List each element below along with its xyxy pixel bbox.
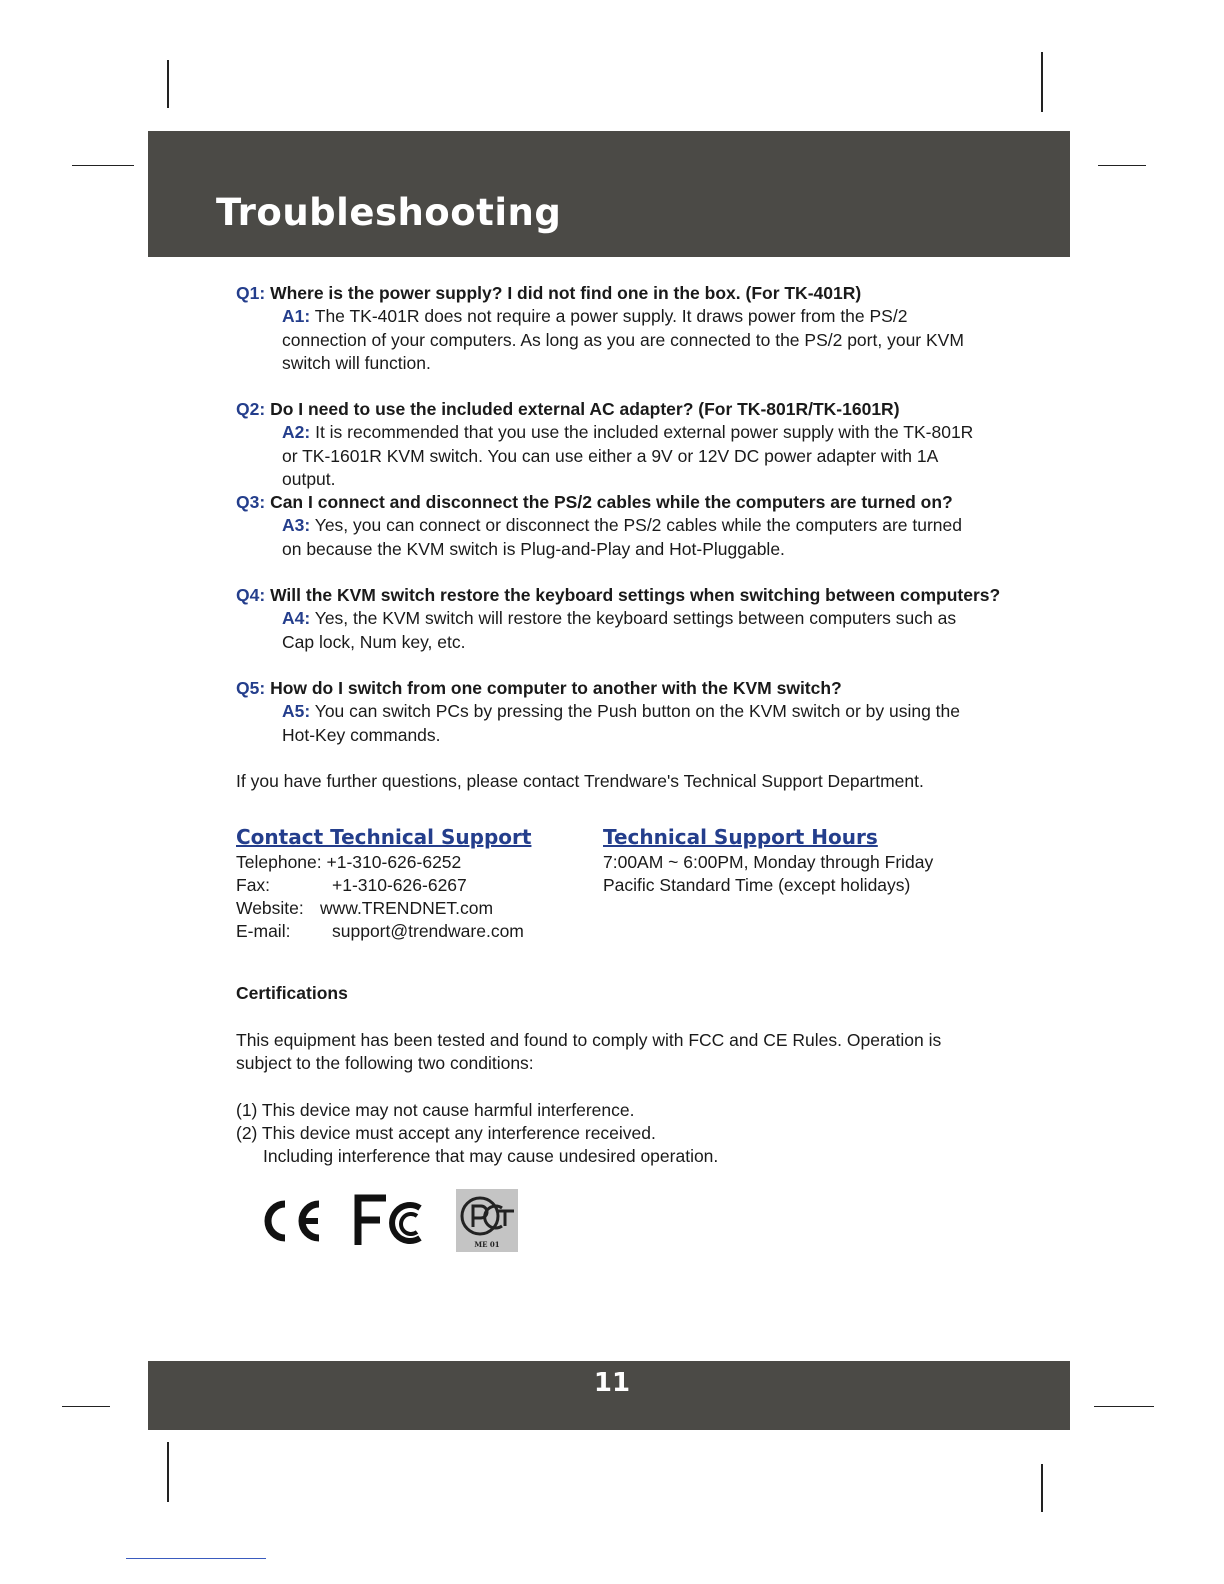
question-label: Q5: bbox=[236, 678, 266, 698]
faq-answer bbox=[282, 421, 982, 491]
ce-mark-icon bbox=[256, 1196, 324, 1246]
crop-mark bbox=[1041, 1464, 1043, 1512]
answer-label: A2: bbox=[282, 422, 311, 443]
answer-text: Yes, the KVM switch will restore the keyboard settings between computers such as Cap lock, Num key, etc. bbox=[282, 608, 957, 652]
page-title: Troubleshooting bbox=[216, 191, 562, 234]
crop-mark bbox=[167, 1442, 169, 1502]
condition-1: (1) This device may not cause harmful interference. bbox=[236, 1100, 635, 1120]
question-text: How do I switch from one computer to another with the KVM switch? bbox=[270, 678, 842, 698]
answer-text: The TK-401R does not require a power supply. It draws power from the PS/2 connection of your computers. As long as you are connected to the PS/2 port, your KVM switch will function. bbox=[282, 306, 964, 373]
website-label: Website: bbox=[236, 898, 304, 918]
question-text: Can I connect and disconnect the PS/2 cables while the computers are turned on? bbox=[270, 492, 953, 512]
answer-label: A4: bbox=[282, 608, 311, 629]
further-questions-text: If you have further questions, please contact Trendware's Technical Support Department. bbox=[236, 771, 924, 791]
support-hours-heading: Technical Support Hours bbox=[603, 825, 878, 849]
bottom-rule bbox=[126, 1558, 266, 1559]
telephone-value: +1-310-626-6252 bbox=[326, 852, 462, 872]
question-label: Q3: bbox=[236, 492, 266, 512]
question-label: Q2: bbox=[236, 399, 266, 419]
faq-question bbox=[236, 584, 1001, 607]
email-label: E-mail: bbox=[236, 921, 291, 941]
faq-question bbox=[236, 491, 996, 514]
faq-item-2 bbox=[236, 398, 996, 491]
answer-text: It is recommended that you use the included external power supply with the TK-801R or TK-1601R KVM switch. You can use either a 9V or 12V DC power adapter with 1A output. bbox=[282, 422, 974, 489]
certifications-intro-line-2: subject to the following two conditions: bbox=[236, 1053, 534, 1073]
answer-label: A5: bbox=[282, 701, 311, 722]
question-text: Do I need to use the included external AC adapter? (For TK-801R/TK-1601R) bbox=[270, 399, 900, 419]
telephone-label: Telephone: bbox=[236, 852, 322, 872]
fax-label: Fax: bbox=[236, 875, 271, 895]
email-link[interactable]: support@trendware.com bbox=[332, 921, 524, 941]
answer-label: A1: bbox=[282, 306, 311, 327]
faq-question bbox=[236, 677, 996, 700]
faq-item-5 bbox=[236, 677, 996, 747]
certifications-heading: Certifications bbox=[236, 983, 348, 1003]
support-hours-line-2: Pacific Standard Time (except holidays) bbox=[603, 875, 911, 895]
question-text: Will the KVM switch restore the keyboard settings when switching between computers? bbox=[270, 585, 1001, 605]
certifications-intro-line-1: This equipment has been tested and found to comply with FCC and CE Rules. Operation is bbox=[236, 1030, 942, 1050]
crop-mark bbox=[1094, 1406, 1154, 1407]
answer-text: Yes, you can connect or disconnect the PS/2 cables while the computers are turned on because the KVM switch is Plug-and-Play and Hot-Pluggable. bbox=[282, 515, 962, 559]
email-row bbox=[236, 920, 524, 943]
faq-question bbox=[236, 398, 996, 421]
fax-value: +1-310-626-6267 bbox=[332, 875, 467, 895]
faq-answer bbox=[282, 700, 982, 747]
faq-answer bbox=[282, 607, 982, 654]
answer-text: You can switch PCs by pressing the Push button on the KVM switch or by using the Hot-Key commands. bbox=[282, 701, 961, 745]
support-hours-line-1: 7:00AM ~ 6:00PM, Monday through Friday bbox=[603, 852, 934, 872]
fcc-mark-icon bbox=[354, 1194, 426, 1248]
question-label: Q4: bbox=[236, 585, 266, 605]
crop-mark bbox=[167, 60, 169, 108]
fax-row bbox=[236, 874, 467, 897]
pct-mark-icon bbox=[456, 1189, 518, 1252]
telephone-row bbox=[236, 851, 461, 874]
condition-2: (2) This device must accept any interference received. bbox=[236, 1123, 656, 1143]
page-number: 11 bbox=[593, 1368, 631, 1398]
crop-mark bbox=[62, 1406, 110, 1407]
faq-item-3 bbox=[236, 491, 996, 561]
crop-mark bbox=[1041, 52, 1043, 112]
faq-item-1 bbox=[236, 282, 996, 375]
faq-question bbox=[236, 282, 996, 305]
contact-support-heading: Contact Technical Support bbox=[236, 825, 532, 849]
pct-code-label: ME 01 bbox=[474, 1240, 500, 1249]
condition-2-continued: Including interference that may cause undesired operation. bbox=[263, 1146, 719, 1166]
faq-answer bbox=[282, 305, 982, 375]
question-text: Where is the power supply? I did not find one in the box. (For TK-401R) bbox=[270, 283, 862, 303]
crop-mark bbox=[1098, 165, 1146, 166]
website-link[interactable]: www.TRENDNET.com bbox=[320, 898, 494, 918]
answer-label: A3: bbox=[282, 515, 311, 536]
faq-item-4 bbox=[236, 584, 1001, 654]
crop-mark bbox=[72, 165, 134, 166]
faq-answer bbox=[282, 514, 982, 561]
website-row bbox=[236, 897, 493, 920]
question-label: Q1: bbox=[236, 283, 266, 303]
